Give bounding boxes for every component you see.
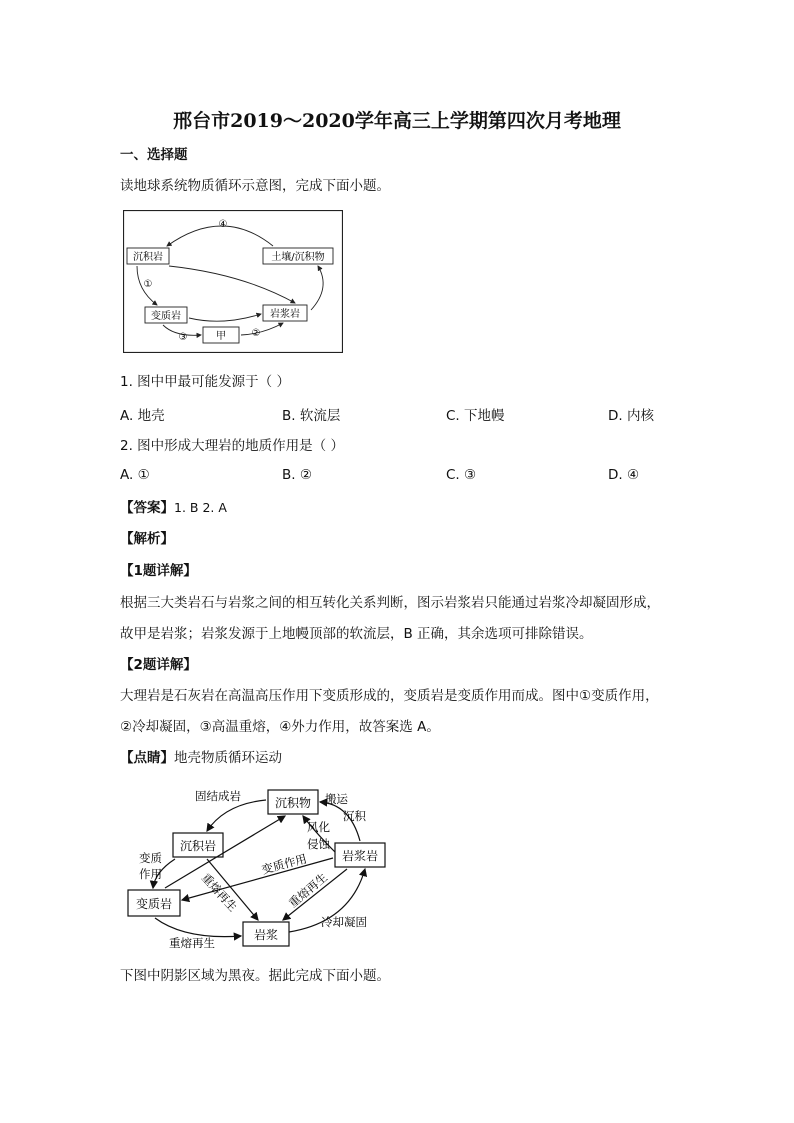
q1-option-b: B. 软流层 (282, 408, 341, 424)
q2-option-d: D. ④ (608, 467, 640, 483)
label-transport: 搬运 (325, 792, 348, 806)
label-3: ③ (178, 332, 188, 343)
label-meta-2: 作用 (139, 867, 162, 881)
q1-option-a: A. 地壳 (120, 408, 165, 424)
box-sediment-label: 沉积物 (274, 796, 312, 810)
q2-option-c: C. ③ (446, 467, 477, 483)
intro-text-2: 下图中阴影区域为黑夜。据此完成下面小题。 (120, 968, 390, 984)
q2-option-a: A. ① (120, 467, 150, 483)
node-sedimentary-label: 沉积岩 (133, 252, 163, 263)
label-cool: 冷却凝固 (321, 915, 367, 929)
box-sedimentary-label: 沉积岩 (179, 839, 217, 853)
detail-1-line-2: 故甲是岩浆；岩浆发源于上地幔顶部的软流层，B 正确，其余选项可排除错误。 (120, 626, 593, 642)
label-remelt-c: 重熔再生 (169, 936, 215, 950)
label-weather-2: 侵蚀 (307, 837, 330, 851)
box-magma-label: 岩浆 (253, 928, 279, 942)
section-heading: 一、选择题 (120, 147, 188, 163)
label-1: ① (143, 279, 153, 290)
question-2-stem: 2. 图中形成大理岩的地质作用是（ ） (120, 438, 344, 454)
arrow-remelt-c (155, 918, 241, 937)
box-metamorphic-label: 变质岩 (135, 897, 173, 911)
label-weather-1: 风化 (307, 820, 330, 834)
label-2: ② (251, 328, 261, 339)
detail-2-line-2: ②冷却凝固，③高温重熔，④外力作用，故答案选 A。 (120, 719, 440, 735)
tip-line (120, 748, 282, 768)
answer-line (120, 498, 227, 518)
label-consolidate: 固结成岩 (195, 789, 241, 803)
label-remelt-a: 重熔再生 (198, 870, 240, 915)
detail-2-label: 【2题详解】 (120, 657, 197, 673)
label-meta-1: 变质 (139, 851, 162, 865)
node-soil-label: 土壤/沉积物 (271, 252, 325, 263)
analysis-label: 【解析】 (120, 531, 174, 547)
answer-label: 【答案】 (120, 500, 174, 516)
rock-cycle-diagram-2 (125, 782, 390, 952)
label-meta-diagonal: 变质作用 (260, 851, 309, 877)
label-remelt-b: 重熔再生 (285, 870, 331, 911)
label-4: ④ (218, 219, 228, 230)
detail-2-line-1: 大理岩是石灰岩在高温高压作用下变质形成的，变质岩是变质作用而成。图中①变质作用， (120, 688, 659, 704)
arrow-consolidate (207, 800, 266, 831)
label-deposit: 沉积 (343, 809, 366, 823)
q1-option-c: C. 下地幔 (446, 408, 505, 424)
rock-cycle-diagram-1 (123, 210, 343, 353)
detail-1-line-1: 根据三大类岩石与岩浆之间的相互转化关系判断，图示岩浆岩只能通过岩浆冷却凝固形成， (120, 595, 660, 611)
intro-text-1: 读地球系统物质循环示意图，完成下面小题。 (120, 178, 390, 194)
node-metamorphic-label: 变质岩 (151, 311, 181, 322)
tip-label: 【点睛】 (120, 750, 174, 766)
node-igneous-label: 岩浆岩 (270, 309, 300, 320)
detail-1-label: 【1题详解】 (120, 563, 197, 579)
question-1-stem: 1. 图中甲最可能发源于（ ） (120, 374, 290, 390)
q1-option-d: D. 内核 (608, 408, 654, 424)
node-jia-label: 甲 (216, 331, 226, 342)
answer-text: 1. B 2. A (174, 500, 227, 515)
box-igneous-label: 岩浆岩 (341, 849, 379, 863)
tip-text: 地壳物质循环运动 (174, 750, 282, 766)
page-title: 邢台市2019～2020学年高三上学期第四次月考地理 (173, 110, 621, 132)
q2-option-b: B. ② (282, 467, 312, 483)
